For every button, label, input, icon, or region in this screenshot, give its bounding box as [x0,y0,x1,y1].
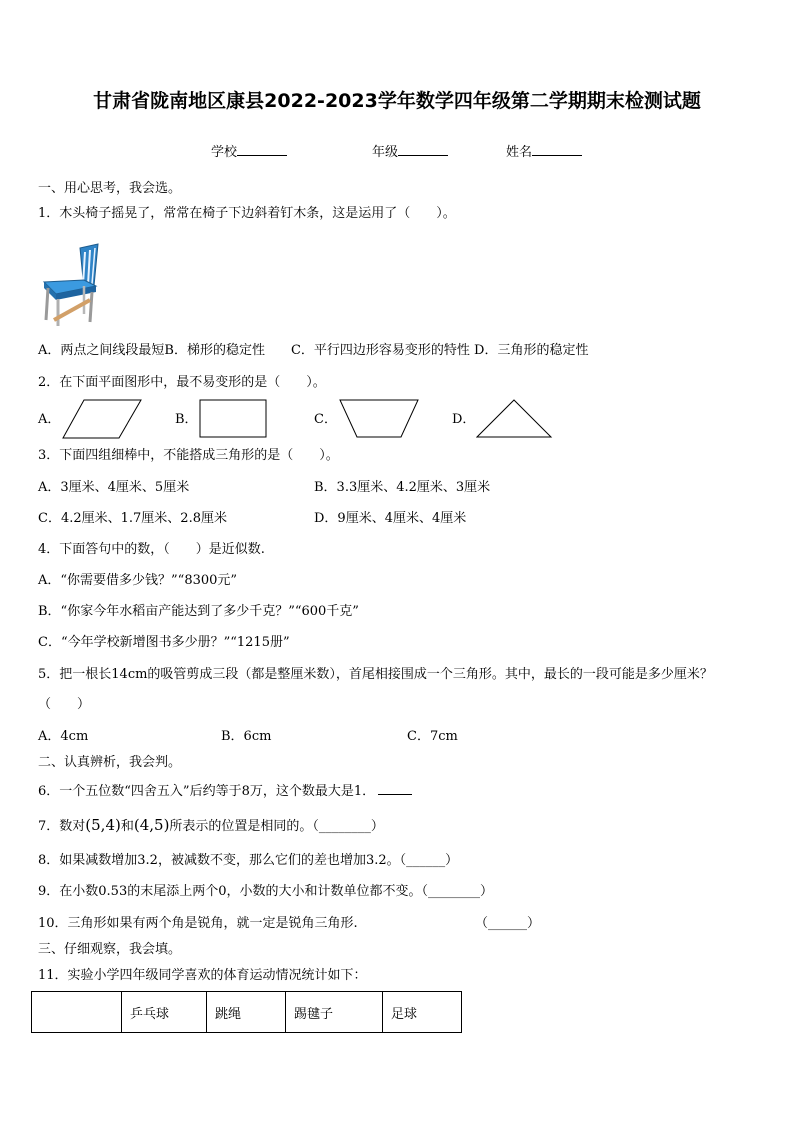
question-10-stem: 10．三角形如果有两个角是锐角，就一定是锐角三角形. [38,916,358,931]
question-6-blank[interactable] [378,781,412,795]
question-4-option-c: C．“今年学校新增图书多少册？”“1215册” [38,635,290,650]
option-d-label: D． [452,412,476,427]
question-9: 9．在小数0.53的末尾添上两个0，小数的大小和计数单位都不变。（________） [38,884,493,899]
question-7-pair-1: (5,4) [85,816,121,834]
table-header-shuttlecock: 踢毽子 [286,992,383,1033]
question-3-option-c: C．4.2厘米、1.7厘米、2.8厘米 [38,511,227,526]
question-1-stem: 1．木头椅子摇晃了，常常在椅子下边斜着钉木条，这是运用了（ ）。 [38,206,456,221]
section-3-heading: 三、仔细观察，我会填。 [38,942,182,957]
question-4-option-a: A．“你需要借多少钱？”“8300元” [38,573,238,588]
question-5-stem: 5．把一根长14cm的吸管剪成三段（都是整厘米数），首尾相接围成一个三角形。其中，最长的一段可能是多少厘米？ [38,667,713,682]
question-5-option-a: A．4cm [38,729,89,744]
school-blank[interactable] [237,142,287,156]
question-3-option-b: B．3.3厘米、4.2厘米、3厘米 [314,480,491,495]
section-2-heading: 二、认真辨析，我会判。 [38,755,182,770]
table-header-row [32,992,462,1033]
question-1-options: A．两点之间线段最短B．梯形的稳定性 C．平行四边形容易变形的特性 D．三角形的稳定性 [38,343,589,358]
chair-image [40,242,112,328]
question-7-prefix: 7．数对 [38,819,86,834]
option-c-label: C． [314,412,337,427]
name-label: 姓名 [506,145,533,160]
school-field[interactable] [211,142,287,161]
page-title: 甘肃省陇南地区康县2022-2023学年数学四年级第二学期期末检测试题 [93,90,701,112]
grade-label: 年级 [372,145,399,160]
question-8: 8．如果减数增加3.2，被减数不变，那么它们的差也增加3.2。（______） [38,853,459,868]
rectangle-shape[interactable] [199,399,269,441]
question-7 [38,817,384,835]
name-field[interactable] [506,142,582,161]
table-header-football: 足球 [383,992,462,1033]
question-5-option-b: B．6cm [221,729,272,744]
question-5-option-c: C．7cm [407,729,458,744]
question-5-paren: （ ） [38,697,91,712]
question-10-answer[interactable]: （______） [475,916,541,931]
question-3-option-d: D．9厘米、4厘米、4厘米 [314,511,467,526]
option-b-label: B． [175,412,198,427]
question-11-stem: 11．实验小学四年级同学喜欢的体育运动情况统计如下： [38,968,367,983]
table-header-pingpong: 乒乓球 [122,992,207,1033]
question-3-stem: 3．下面四组细棒中，不能搭成三角形的是（ ）。 [38,448,339,463]
triangle-shape[interactable] [476,399,553,441]
question-6 [38,781,412,800]
grade-blank[interactable] [398,142,448,156]
trapezoid-shape[interactable] [339,399,421,441]
question-7-pair-2: (4,5) [133,816,170,834]
question-4-stem: 4．下面答句中的数，（ ）是近似数. [38,542,265,557]
question-7-suffix: 所表示的位置是相同的。（________） [169,819,384,834]
sports-stats-table [31,991,462,1033]
question-6-text: 6．一个五位数“四舍五入”后约等于8万，这个数最大是1． [38,784,376,799]
grade-field[interactable] [372,142,448,161]
table-corner-cell [32,992,122,1033]
school-label: 学校 [211,145,238,160]
question-4-option-b: B．“你家今年水稻亩产能达到了多少千克？”“600千克” [38,604,359,619]
question-2-stem: 2．在下面平面图形中，最不易变形的是（ ）。 [38,375,326,390]
question-7-mid: 和 [120,819,134,834]
parallelogram-shape[interactable] [62,399,142,441]
name-blank[interactable] [532,142,582,156]
table-header-jump-rope: 跳绳 [207,992,286,1033]
option-a-label: A． [38,412,61,427]
section-1-heading: 一、用心思考，我会选。 [38,181,182,196]
question-3-option-a: A．3厘米、4厘米、5厘米 [38,480,190,495]
